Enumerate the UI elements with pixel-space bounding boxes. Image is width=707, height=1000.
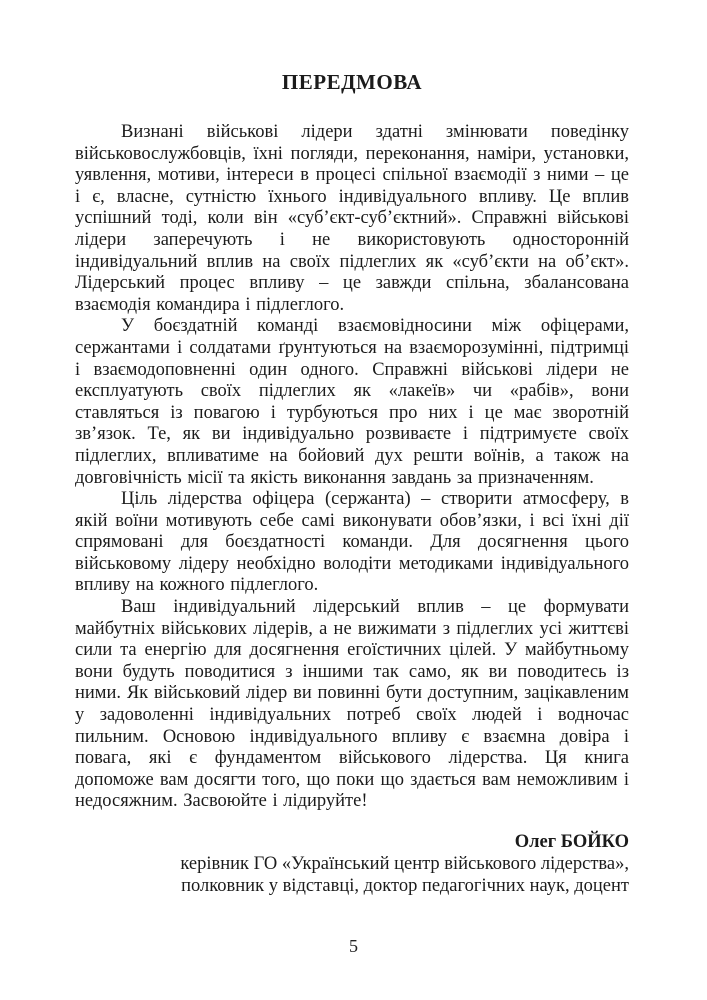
text-block bbox=[75, 70, 629, 897]
paragraph-3: Ціль лідерства офіцера (сержанта) – створити атмосферу, в якій воїни мотивують себе самі виконувати обов’язки, і всі їхні дії спрямовані для боєздатності команди. Для досягнення цього військовому лідеру необхідно володіти методиками індивідуального впливу на кожного підлеглого. bbox=[75, 489, 629, 596]
signature-role-line-2: полковник у відставці, доктор педагогічних наук, доцент bbox=[181, 875, 629, 896]
signature-block bbox=[75, 832, 629, 897]
page-number: 5 bbox=[349, 936, 358, 956]
paragraph-4: Ваш індивідуальний лідерський вплив – це формувати майбутніх військових лідерів, а не вижимати з підлеглих усі життєві сили та енергію для досягнення егоїстичних цілей. У майбутньому вони будуть поводитися з іншими так само, як ви поводитесь із ними. Як військовий лідер ви повинні бути доступним, зацікавленим у задоволенні індивідуальних потреб своїх людей і водночас пильним. Основою індивідуального впливу є взаємна довіра і повага, які є фундаментом військового лідерства. Ця книга допоможе вам досягти того, що поки що здається вам неможливим і недосяжним. Засвоюйте і лідируйте! bbox=[75, 597, 629, 812]
paragraph-2: У боєздатній команді взаємовідносини між офіцерами, сержантами і солдатами ґрунтуються на взаєморозумінні, підтримці і взаємодоповненні один одного. Справжні військові лідери не експлуатують своїх підлеглих як «лакеїв» чи «рабів», вони ставляться із повагою і турбуються про них і це має зворотній зв’язок. Те, як ви індивідуально розвиваєте і підтримуєте своїх підлеглих, впливатиме на бойовий дух решти воїнів, а також на довговічність місії та якість виконання завдань за призначенням. bbox=[75, 316, 629, 488]
signature-role-line-1: керівник ГО «Український центр військового лідерства», bbox=[180, 853, 629, 874]
signature-name: Олег БОЙКО bbox=[514, 832, 629, 852]
paragraph-1: Визнані військові лідери здатні змінювати поведінку військовослужбовців, їхні погляди, переконання, наміри, установки, уявлення, мотиви, інтереси в процесі спільної взаємодії з ними – це і є, власне, сутністю їхнього індивідуального впливу. Це вплив успішний тоді, коли він «суб’єкт-суб’єктний». Справжні військові лідери заперечують і не використовують односторонній індивідуальний вплив на своїх підлеглих як «суб’єкти на об’єкт». Лідерський процес впливу – це завжди спільна, збалансована взаємодія командира і підлеглого. bbox=[75, 122, 629, 315]
page-title: ПЕРЕДМОВА bbox=[281, 70, 423, 94]
